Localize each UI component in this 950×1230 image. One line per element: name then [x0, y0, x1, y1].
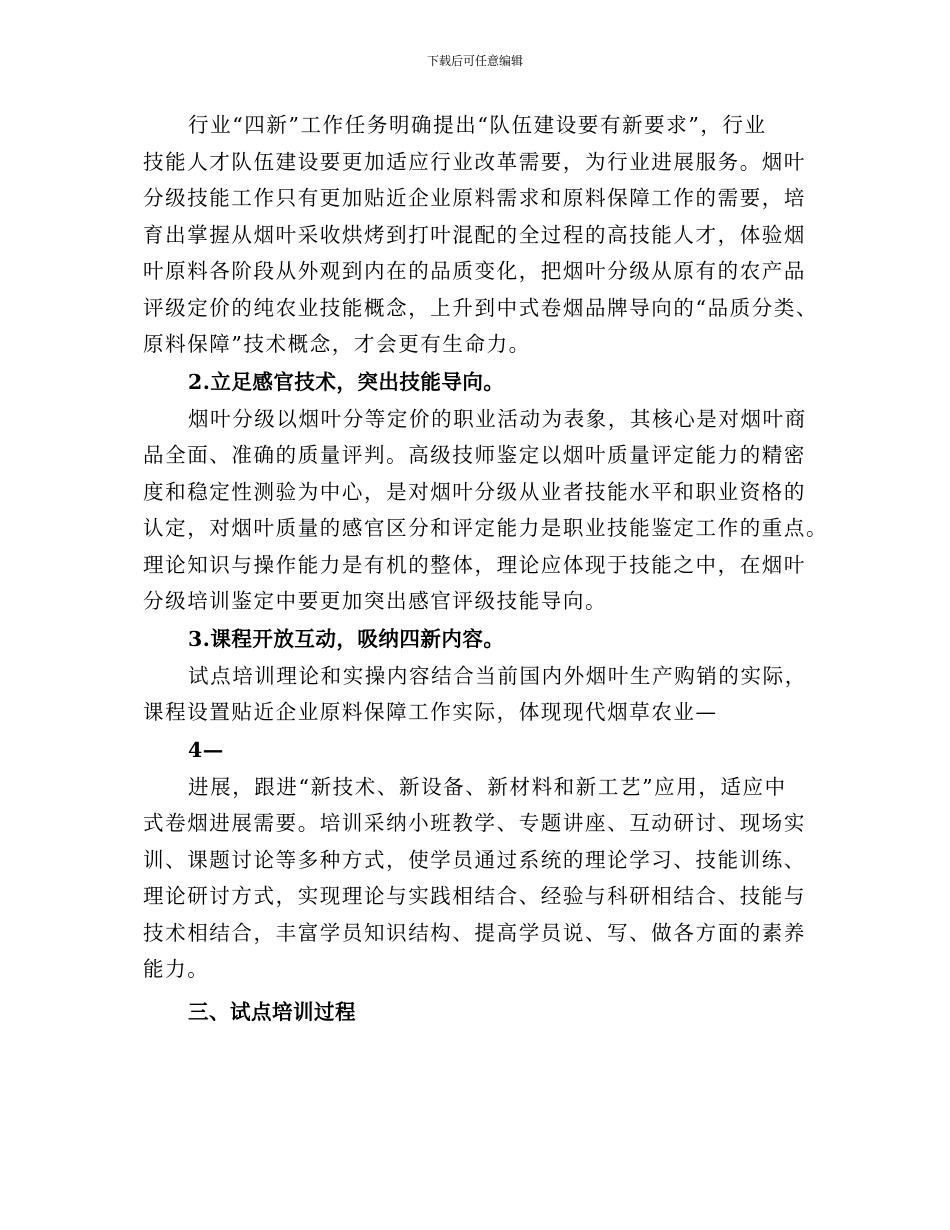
text-line: 育出掌握从烟叶采收烘烤到打叶混配的全过程的高技能人才，体验烟 — [143, 222, 806, 247]
paragraph-training-methods — [143, 769, 823, 988]
page-header: 下载后可任意编辑 — [426, 54, 523, 68]
text-line: 技能人才队伍建设要更加适应行业改革需要，为行业进展服务。烟叶 — [143, 149, 806, 174]
text-line: 原料保障”技术概念，才会更有生命力。 — [143, 332, 531, 356]
section-heading-training-process: 三、试点培训过程 — [188, 999, 356, 1024]
text-line: 叶原料各阶段从外观到内在的品质变化，把烟叶分级从原有的农产品 — [143, 259, 806, 283]
text-line: 理论研讨方式，实现理论与实践相结合、经验与科研相结合、技能与 — [143, 884, 806, 908]
document-body — [143, 107, 829, 1031]
text-line: 烟叶分级以烟叶分等定价的职业活动为表象，其核心是对烟叶商 — [188, 406, 807, 431]
paragraph-curriculum — [143, 658, 823, 731]
text-line: 分级技能工作只有更加贴近企业原料需求和原料保障工作的需要，培 — [143, 186, 806, 210]
text-line: 分级培训鉴定中要更加突出感官评级技能导向。 — [143, 589, 608, 613]
text-line: 理论知识与操作能力是有机的整体，理论应体现于技能之中，在烟叶 — [143, 552, 806, 577]
page-number-marker: 4— — [188, 737, 224, 762]
heading-sensory-technique: 2.立足感官技术，突出技能导向。 — [188, 369, 505, 394]
paragraph-talent-team — [143, 107, 823, 363]
heading-open-curriculum: 3.课程开放互动，吸纳四新内容。 — [188, 626, 505, 651]
text-line: 品全面、准确的质量评判。高级技师鉴定以烟叶质量评定能力的精密 — [143, 443, 806, 467]
text-line: 行业“四新”工作任务明确提出“队伍建设要有新要求”，行业 — [188, 113, 767, 137]
text-line: 训、课题讨论等多种方式，使学员通过系统的理论学习、技能训练、 — [143, 847, 806, 872]
text-line: 能力。 — [143, 957, 210, 981]
text-line: 度和稳定性测验为中心，是对烟叶分级从业者技能水平和职业资格的 — [143, 479, 806, 504]
text-line: 进展，跟进“新技术、新设备、新材料和新工艺”应用，适应中 — [188, 774, 787, 799]
text-line: 试点培训理论和实操内容结合当前国内外烟叶生产购销的实际， — [188, 663, 807, 688]
text-line: 式卷烟进展需要。培训采纳小班教学、专题讲座、互动研讨、现场实 — [143, 811, 806, 835]
paragraph-sensory-grading — [143, 401, 829, 620]
text-line: 认定，对烟叶质量的感官区分和评定能力是职业技能鉴定工作的重点。 — [143, 516, 829, 540]
text-line: 技术相结合，丰富学员知识结构、提高学员说、写、做各方面的素养 — [143, 920, 806, 945]
text-line: 课程设置贴近企业原料保障工作实际，体现现代烟草农业— — [143, 700, 718, 724]
text-line: 评级定价的纯农业技能概念，上升到中式卷烟品牌导向的“品质分类、 — [143, 295, 819, 320]
